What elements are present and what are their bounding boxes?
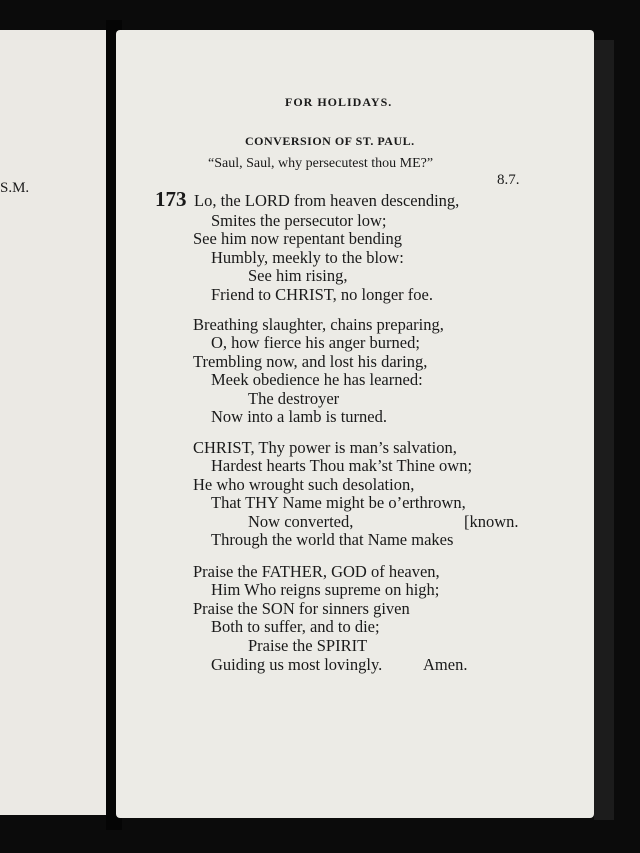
verse-line: See him now repentant bending <box>193 229 402 248</box>
verse-line: The destroyer <box>248 389 340 408</box>
running-head: FOR HOLIDAYS. <box>285 95 393 109</box>
hymn-title: CONVERSION OF ST. PAUL. <box>245 134 415 148</box>
page-edges <box>594 40 614 820</box>
verse-line: Friend to CHRIST, no longer foe. <box>211 285 433 304</box>
left-page <box>0 30 110 815</box>
hymn-epigraph: “Saul, Saul, why persecutest thou ME?” <box>208 156 434 171</box>
verse-line: Breathing slaughter, chains preparing, <box>193 315 444 334</box>
hymn-meter: 8.7. <box>497 172 520 188</box>
amen: Amen. <box>423 655 468 674</box>
verse-line: That THY Name might be o’erthrown, <box>211 493 466 512</box>
verse-line: CHRIST, Thy power is man’s salvation, <box>193 438 457 457</box>
verse-line: O, how fierce his anger burned; <box>211 333 420 352</box>
verse-line: Trembling now, and lost his daring, <box>193 352 428 371</box>
hymn-number: 173 <box>155 187 187 211</box>
verse-line: Now into a lamb is turned. <box>211 407 387 426</box>
verse-line: Through the world that Name makes <box>211 530 454 549</box>
verse-line: Now converted, <box>248 512 354 531</box>
verse-line: See him rising, <box>248 266 348 285</box>
verse-line: Hardest hearts Thou mak’st Thine own; <box>211 456 473 475</box>
verse-line: Praise the SON for sinners given <box>193 599 410 618</box>
verse-line: He who wrought such desolation, <box>193 475 415 494</box>
verse-line: Him Who reigns supreme on high; <box>211 580 440 599</box>
verse-line: Humbly, meekly to the blow: <box>211 248 404 267</box>
left-page-fragment: S.M. <box>0 180 30 196</box>
verse-line: Smites the persecutor low; <box>211 211 387 230</box>
verse-line: Lo, the LORD from heaven descending, <box>194 191 460 210</box>
verse-line: Meek obedience he has learned: <box>211 370 423 389</box>
verse-line: Praise the SPIRIT <box>248 636 368 655</box>
verse-line: Praise the FATHER, GOD of heaven, <box>193 562 440 581</box>
verse-line: Both to suffer, and to die; <box>211 617 380 636</box>
turnover-word: [known. <box>464 512 519 531</box>
verse-line: Guiding us most lovingly. <box>211 655 383 674</box>
